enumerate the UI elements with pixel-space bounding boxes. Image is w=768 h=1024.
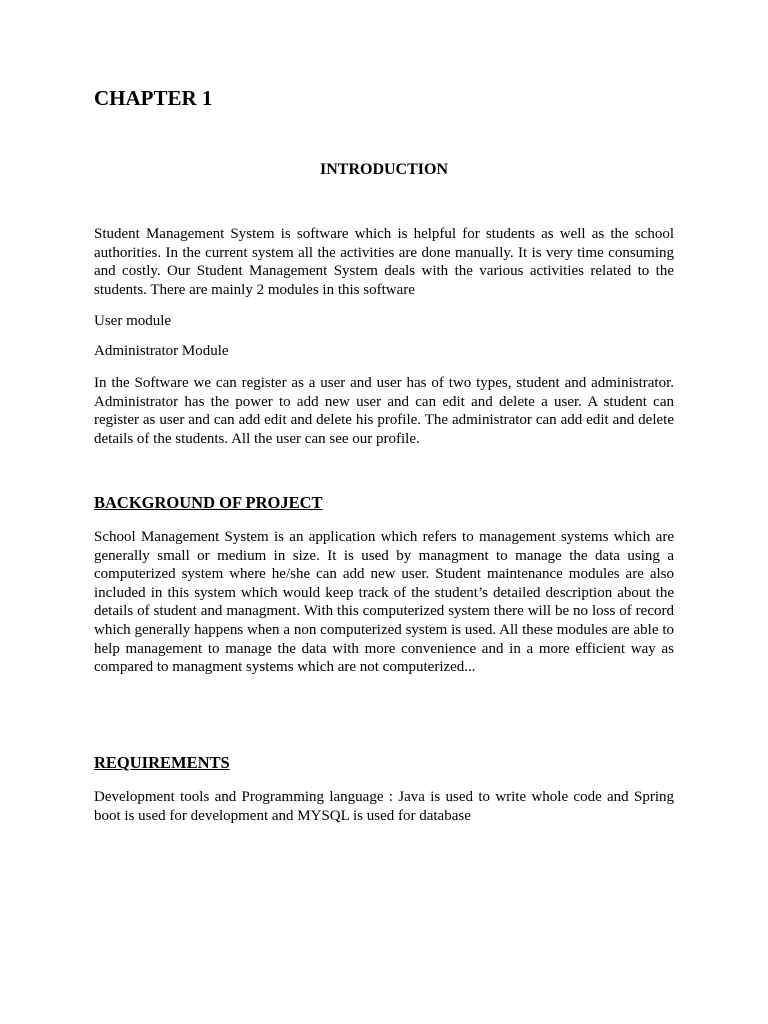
requirements-paragraph: Development tools and Programming language : Java is used to write whole code and Spring boot is used for development and MYSQL is used for database <box>94 789 674 824</box>
module-item-user: User module <box>94 313 172 329</box>
introduction-paragraph-2: In the Software we can register as a user and user has of two types, student and administrator. Administrator has the power to add new user and can edit and delete a user. A student can register as user and can add edit and delete his profile. The administrator can add edit and delete details of the students. All the user can see our profile. <box>94 375 674 447</box>
module-item-administrator: Administrator Module <box>94 343 229 359</box>
introduction-paragraph: Student Management System is software which is helpful for students as well as the school authorities. In the current system all the activities are done manually. It is very time consuming and costly. Our Student Management System deals with the various activities related to the students. There are mainly 2 modules in this software <box>94 226 674 298</box>
background-paragraph: School Management System is an application which refers to management systems which are generally small or medium in size. It is used by managment to manage the data using a computerized system where he/she can add new user. Student maintenance modules are also included in this system which would keep track of the student’s detailed description about the details of student and managment. With this computerized system there will be no loss of record which generally happens when a non computerized system is used. All these modules are able to help management to manage the data with more convenience and in a more efficient way as compared to managment systems which are not computerized... <box>94 529 674 676</box>
background-heading: BACKGROUND OF PROJECT <box>94 493 323 512</box>
introduction-title: INTRODUCTION <box>319 161 448 178</box>
requirements-heading: REQUIREMENTS <box>94 753 230 772</box>
chapter-heading: CHAPTER 1 <box>94 86 213 110</box>
